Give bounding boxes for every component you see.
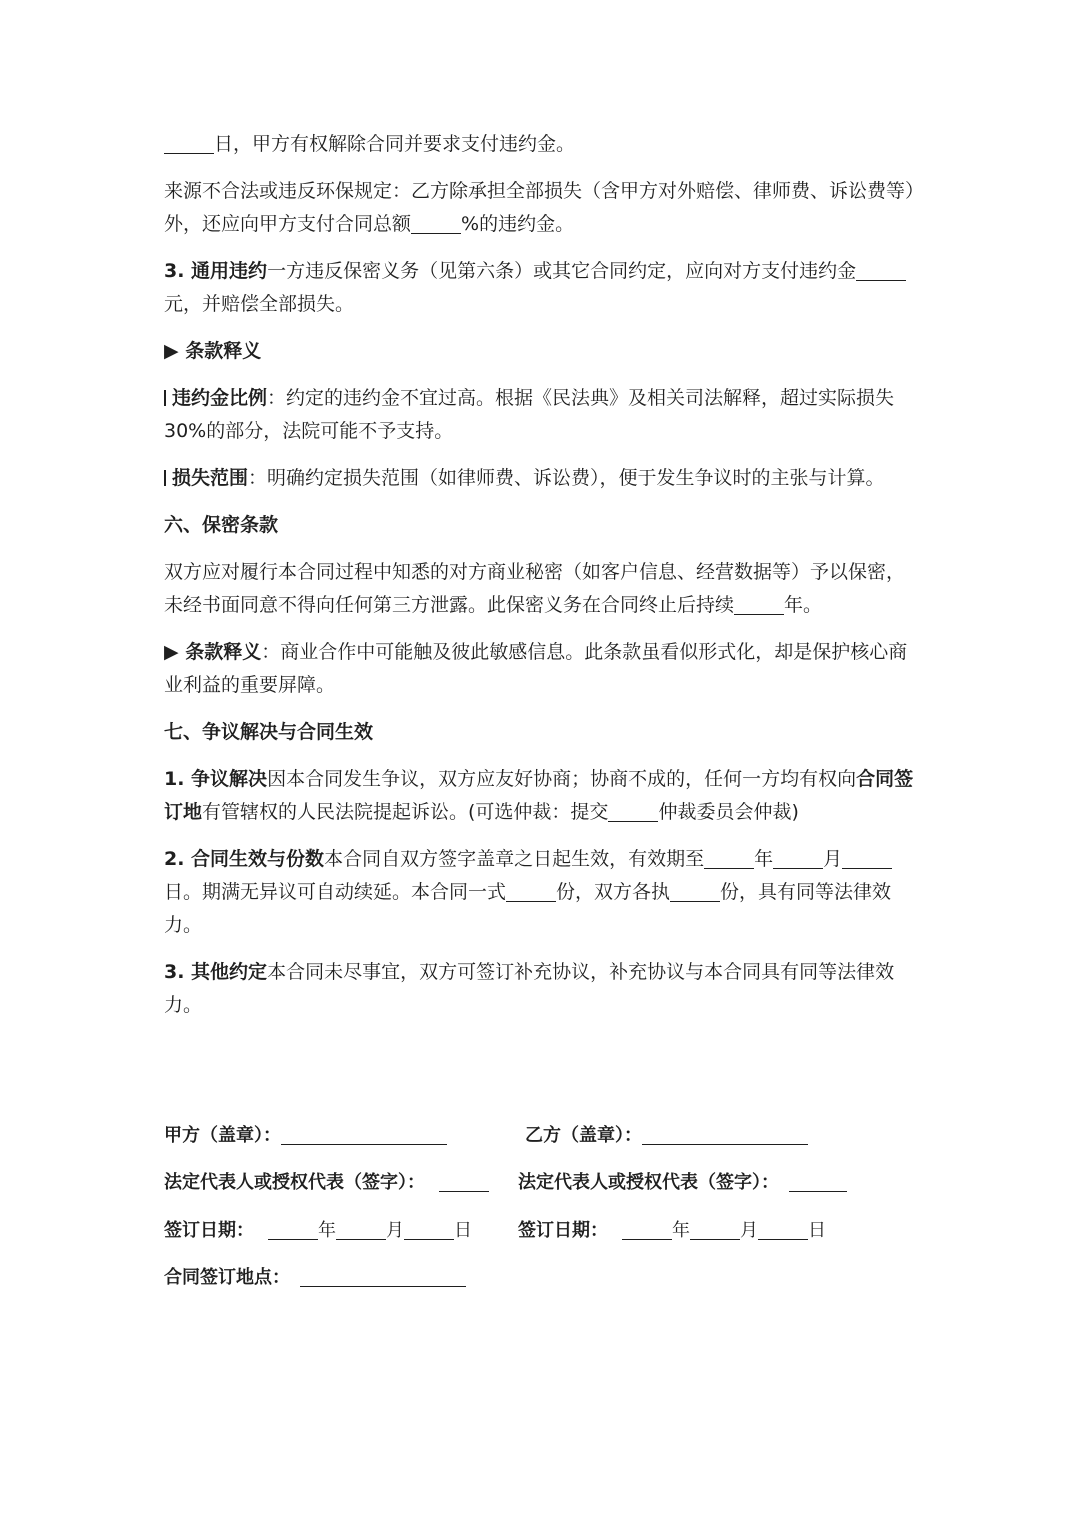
clause-effect: 2. 合同生效与份数本合同自双方签字盖章之日起生效，有效期至 年 月日。期满无异议可自动续延。本合同一式 份，双方各执 份，具有同等法律效力。 [164,848,892,936]
party-b-sign-line [789,1171,847,1192]
blank-field [758,1219,808,1240]
blank-field [506,881,556,902]
signature-row-date: 签订日期： 年 月 日 签订日期： 年 月 日 [164,1220,826,1241]
blank-field [773,848,823,869]
blank-field [608,801,658,822]
blank-field [622,1219,672,1240]
section-7-title: 七、争议解决与合同生效 [164,721,374,743]
signature-row-seal: 甲方（盖章）： 乙方（盖章）： [164,1122,924,1150]
blank-field [404,1219,454,1240]
blank-field [704,848,754,869]
blank-field [842,848,892,869]
note-item-penalty-ratio: 违约金比例：约定的违约金不宜过高。根据《民法典》及相关司法解释，超过实际损失 30%的部分，法院可能不予支持。 [164,387,895,442]
signature-row-representative: 法定代表人或授权代表（签字）： 法定代表人或授权代表（签字）： [164,1169,924,1197]
blank-field [268,1219,318,1240]
section-6-title: 六、保密条款 [164,514,279,536]
clause-termination-end: 日，甲方有权解除合同并要求支付违约金。 [164,128,916,161]
blank-field [856,260,906,281]
party-a-sign-line [439,1171,489,1192]
clause-illegal-source: 来源不合法或违反环保规定：乙方除承担全部损失（含甲方对外赔偿、律师费、诉讼费等）外，还应向甲方支付合同总额 %的违约金。 [164,180,915,235]
party-a-seal-line [281,1124,447,1145]
clause-dispute: 1. 争议解决因本合同发生争议，双方应友好协商；协商不成的，任何一方均有权向合同签订地有管辖权的人民法院提起诉讼。(可选仲裁：提交 仲裁委员会仲裁) [164,768,914,823]
note-title: ▶ 条款释义 [164,340,262,362]
contract-body [164,128,916,1022]
blank-field [164,133,214,154]
bullet-bar [164,390,166,406]
note-item-loss-scope: 损失范围：明确约定损失范围（如律师费、诉讼费），便于发生争议时的主张与计算。 [164,462,916,495]
blank-field [670,881,720,902]
section-6-text: 双方应对履行本合同过程中知悉的对方商业秘密（如客户信息、经营数据等）予以保密，未经书面同意不得向任何第三方泄露。此保密义务在合同终止后持续 年。 [164,561,906,616]
signature-row-place: 合同签订地点： [164,1264,924,1292]
clause-general-breach: 3. 通用违约一方违反保密义务（见第六条）或其它合同约定，应向对方支付违约金元，并赔偿全部损失。 [164,255,916,321]
blank-field [336,1219,386,1240]
clause-other: 3. 其他约定本合同未尽事宜，双方可签订补充协议，补充协议与本合同具有同等法律效力。 [164,961,895,1016]
bullet-bar [164,470,166,486]
blank-field [690,1219,740,1240]
blank-field [411,213,461,234]
note-confidentiality: ▶ 条款释义：商业合作中可能触及彼此敏感信息。此条款虽看似形式化，却是保护核心商业利益的重要屏障。 [164,641,908,696]
party-b-seal-line [642,1124,808,1145]
signing-place-line [300,1266,466,1287]
blank-field [734,594,784,615]
